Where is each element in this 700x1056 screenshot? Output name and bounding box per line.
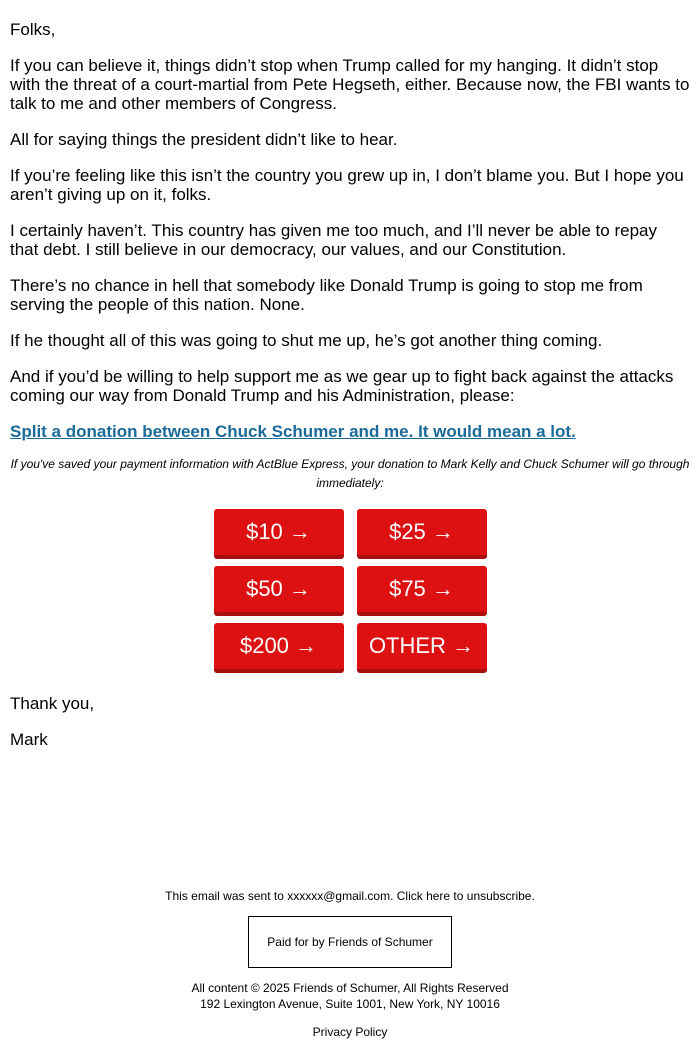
paid-for-text: Paid for by Friends of Schumer xyxy=(267,935,433,949)
split-donation-link[interactable]: Split a donation between Chuck Schumer and me. It would mean a lot. xyxy=(10,422,576,441)
unsubscribe-link[interactable]: This email was sent to xxxxxx@gmail.com. Click here to unsubscribe. xyxy=(165,889,535,903)
signature: Mark xyxy=(10,730,48,749)
body-paragraph: I certainly haven’t. This country has given me too much, and I’ll never be able to repay that debt. I still believe in our democracy, our values, and our Constitution. xyxy=(10,221,657,259)
body-paragraph: If he thought all of this was going to shut me up, he’s got another thing coming. xyxy=(10,331,603,350)
donate-10-button[interactable]: $10 → xyxy=(214,509,344,559)
body-paragraph: If you’re feeling like this isn’t the country you grew up in, I don’t blame you. But I hope you aren’t giving up on it, folks. xyxy=(10,166,684,204)
body-paragraph: There’s no chance in hell that somebody like Donald Trump is going to stop me from serving the people of this nation. None. xyxy=(10,276,643,314)
mailing-address: 192 Lexington Avenue, Suite 1001, New York, NY 10016 xyxy=(200,997,500,1011)
greeting: Folks, xyxy=(10,20,56,39)
donate-75-button[interactable]: $75 → xyxy=(357,566,487,616)
copyright-text: All content © 2025 Friends of Schumer, All Rights Reserved xyxy=(191,981,509,995)
email-footer xyxy=(0,888,700,1040)
donation-button-grid xyxy=(214,509,487,673)
privacy-policy-link[interactable]: Privacy Policy xyxy=(312,1025,388,1039)
paid-for-disclaimer-box xyxy=(248,916,452,968)
body-paragraph: If you can believe it, things didn’t stop when Trump called for my hanging. It didn’t stop with the threat of a court-martial from Pete Hegseth, either. Because now, the FBI wants to talk to me and other members of Congress. xyxy=(10,56,690,113)
donate-200-button[interactable]: $200 → xyxy=(214,623,344,673)
body-paragraph: And if you’d be willing to help support me as we gear up to fight back against the attacks coming our way from Donald Trump and his Administration, please: xyxy=(10,367,674,405)
actblue-express-disclaimer: If you've saved your payment information with ActBlue Express, your donation to Mark Kelly and Chuck Schumer will go through immediately: xyxy=(10,457,690,490)
donate-other-button[interactable]: OTHER → xyxy=(357,623,487,673)
donate-50-button[interactable]: $50 → xyxy=(214,566,344,616)
signoff: Thank you, xyxy=(10,694,95,713)
body-paragraph: All for saying things the president didn’t like to hear. xyxy=(10,130,398,149)
donate-25-button[interactable]: $25 → xyxy=(357,509,487,559)
